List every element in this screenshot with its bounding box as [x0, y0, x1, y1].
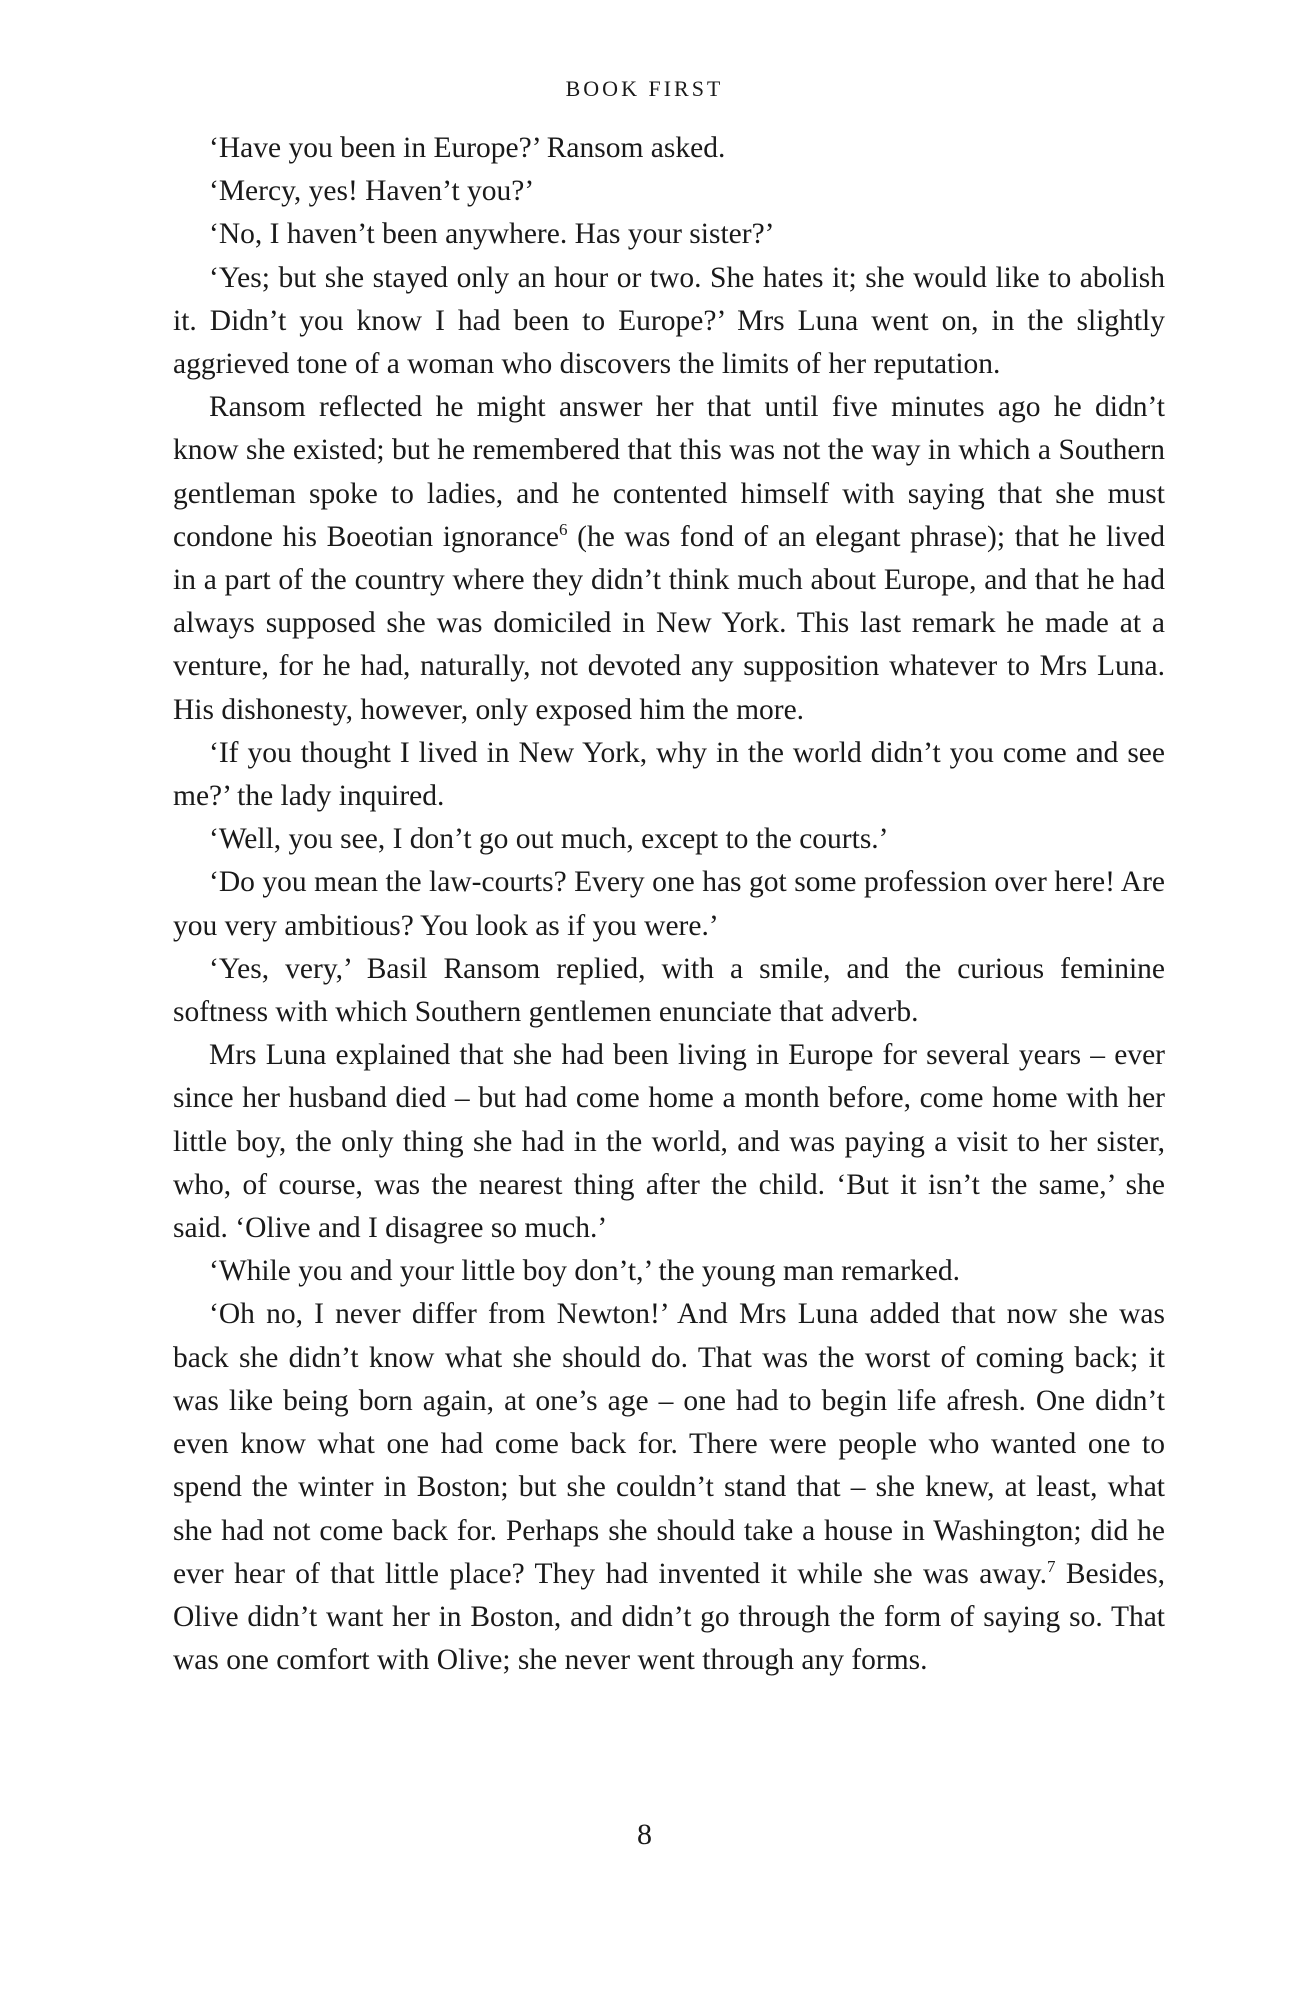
- paragraph-5-part-1: Ransom reflected he might answer her that until five minutes ago he didn’t know she existed; but he remembered that this was not the way in which a Southern gentleman spoke to ladies, and he contented himself with saying that she must condone his Boeotian ignorance: [173, 391, 1165, 553]
- paragraph-9: ‘Yes, very,’ Basil Ransom replied, with a smile, and the curious feminine softness with which Southern gentlemen enunciate that adverb.: [173, 952, 1165, 1029]
- paragraph-12-part-1: ‘Oh no, I never differ from Newton!’ And Mrs Luna added that now she was back she didn’t know what she should do. That was the worst of coming back; it was like being born again, at one’s age – one had to begin life afresh. One didn’t even know what one had come back for. There were people who wanted one to spend the winter in Boston; but she couldn’t stand that – she knew, at least, what she had not come back for. Perhaps she should take a house in Washington; did he ever hear of that little place? They had invented it while she was away.: [173, 1298, 1165, 1590]
- paragraph-8: ‘Do you mean the law-courts? Every one has got some profession over here! Are you very ambitious? You look as if you were.’: [173, 866, 1165, 942]
- paragraph-11: ‘While you and your little boy don’t,’ the young man remarked.: [209, 1255, 960, 1288]
- paragraph-2: ‘Mercy, yes! Haven’t you?’: [209, 175, 535, 208]
- paragraph-5-part-2: (he was fond of an elegant phrase); that he lived in a part of the country where they didn’t think much about Europe, and that he had always supposed she was domiciled in New York. This last remark he made at a venture, for he had, naturally, not devoted any supposition whatever to Mrs Luna. His dishonesty, however, only exposed him the more.: [173, 520, 1165, 726]
- paragraph-1: ‘Have you been in Europe?’ Ransom asked.: [209, 132, 726, 164]
- paragraph-5: [173, 386, 1165, 732]
- paragraph-3: ‘No, I haven’t been anywhere. Has your sister?’: [209, 218, 775, 251]
- footnote-marker-6[interactable]: 6: [559, 520, 568, 539]
- page-number: 8: [637, 1818, 652, 1851]
- paragraph-12-part-2: Besides, Olive didn’t want her in Boston, and didn’t go through the form of saying so. That was one comfort with Olive; she never went through any forms.: [173, 1557, 1165, 1677]
- paragraph-7: ‘Well, you see, I don’t go out much, except to the courts.’: [209, 823, 889, 856]
- body-text: [173, 127, 1165, 1682]
- paragraph-4: ‘Yes; but she stayed only an hour or two. She hates it; she would like to abolish it. Didn’t you know I had been to Europe?’ Mrs Luna went on, in the slightly aggrieved tone of a woman who discovers the limits of her reputation.: [173, 261, 1165, 381]
- footnote-marker-7[interactable]: 7: [1046, 1556, 1056, 1576]
- paragraph-12: [173, 1293, 1165, 1682]
- paragraph-6: ‘If you thought I lived in New York, why in the world didn’t you come and see me?’ the lady inquired.: [173, 736, 1165, 813]
- running-head: BOOK FIRST: [565, 76, 724, 101]
- paragraph-10: Mrs Luna explained that she had been living in Europe for several years – ever since her husband died – but had come home a month before, come home with her little boy, the only thing she had in the world, and was paying a visit to her sister, who, of course, was the nearest thing after the child. ‘But it isn’t the same,’ she said. ‘Olive and I disagree so much.’: [173, 1039, 1165, 1245]
